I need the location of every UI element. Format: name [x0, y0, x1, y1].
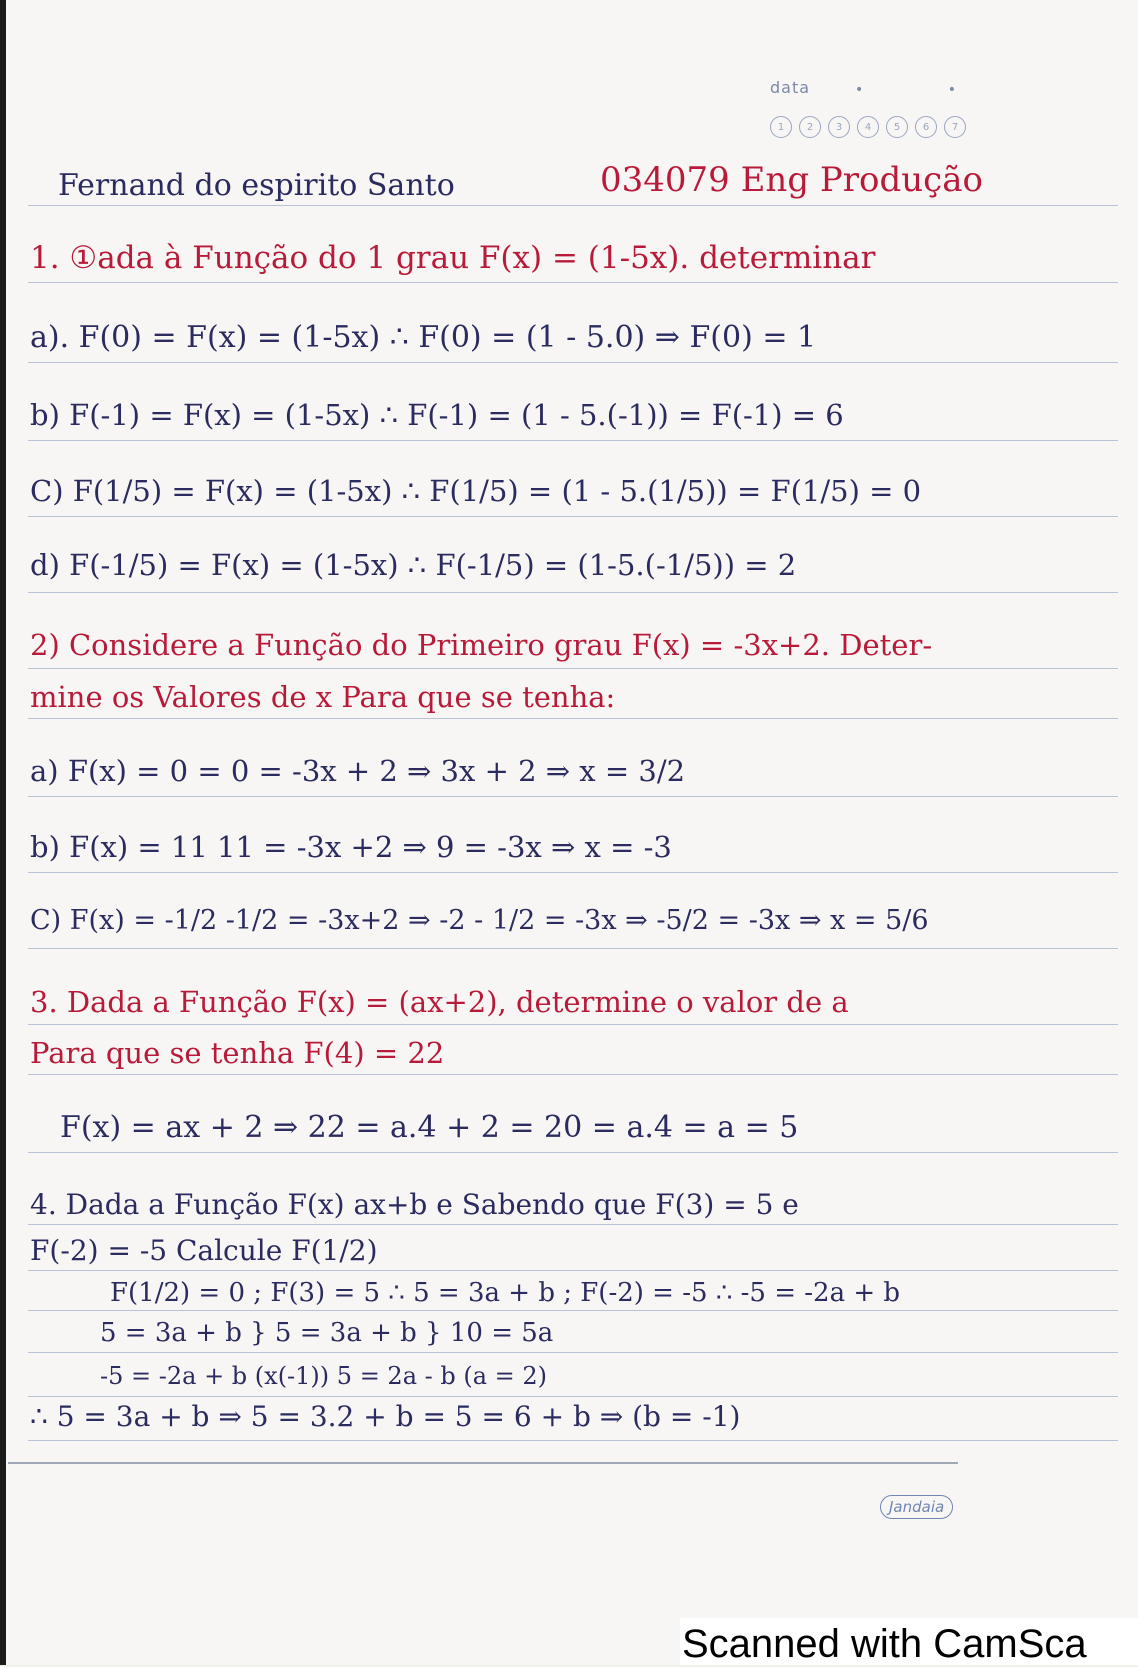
ruled-line: [28, 516, 1118, 517]
answer-4-line1: F(1/2) = 0 ; F(3) = 5 ∴ 5 = 3a + b ; F(-2) = -5 ∴ -5 = -2a + b: [110, 1278, 901, 1308]
ruled-line: [28, 592, 1118, 593]
ruled-line: [28, 282, 1118, 283]
answer-1d: d) F(-1/5) = F(x) = (1-5x) ∴ F(-1/5) = (1-5.(-1/5)) = 2: [30, 548, 797, 582]
ruled-line: [28, 1440, 1118, 1441]
ruled-line: [28, 1224, 1118, 1225]
weekday-circle: 5: [886, 116, 908, 138]
question-1-statement: [30, 240, 875, 276]
weekday-circle: 2: [799, 116, 821, 138]
ruled-line: [28, 796, 1118, 797]
bottom-margin-line: [8, 1462, 958, 1464]
student-name: Fernand do espirito Santo: [58, 168, 455, 203]
ruled-line: [28, 205, 1118, 206]
date-label: data: [770, 78, 811, 97]
weekday-circles: [770, 116, 966, 138]
question-3-statement-line2: Para que se tenha F(4) = 22: [30, 1036, 445, 1070]
answer-1c: C) F(1/5) = F(x) = (1-5x) ∴ F(1/5) = (1 - 5.(1/5)) = F(1/5) = 0: [30, 474, 922, 508]
answer-2a: a) F(x) = 0 = 0 = -3x + 2 ⇒ 3x + 2 ⇒ x = 3/2: [30, 754, 686, 788]
notebook-brand-logo: Jandaia: [880, 1495, 953, 1519]
date-dots: • •: [855, 82, 996, 98]
ruled-line: [28, 1270, 1118, 1271]
answer-4-line3: -5 = -2a + b (x(-1)) 5 = 2a - b (a = 2): [100, 1362, 548, 1390]
answer-2c: C) F(x) = -1/2 -1/2 = -3x+2 ⇒ -2 - 1/2 = -3x ⇒ -5/2 = -3x ⇒ x = 5/6: [30, 905, 929, 936]
answer-2b: b) F(x) = 11 11 = -3x +2 ⇒ 9 = -3x ⇒ x = -3: [30, 830, 672, 864]
student-number-text: 034079 Eng Produção: [600, 160, 983, 200]
ruled-line: [28, 948, 1118, 949]
question-1-text: 1. ①ada à Função do 1 grau F(x) = (1-5x). determinar: [30, 240, 876, 276]
ruled-line: [28, 362, 1118, 363]
weekday-circle: 3: [828, 116, 850, 138]
question-2-statement-line2: mine os Valores de x Para que se tenha:: [30, 680, 616, 714]
ruled-line: [28, 1024, 1118, 1025]
ruled-line: [28, 1074, 1118, 1075]
weekday-circle: 6: [915, 116, 937, 138]
ruled-line: [28, 1352, 1118, 1353]
question-4-statement-line1: 4. Dada a Função F(x) ax+b e Sabendo que F(3) = 5 e: [30, 1188, 799, 1221]
question-4-statement-line2: F(-2) = -5 Calcule F(1/2): [30, 1234, 378, 1267]
weekday-circle: 7: [944, 116, 966, 138]
answer-4-line4: ∴ 5 = 3a + b ⇒ 5 = 3.2 + b = 5 = 6 + b ⇒ (b = -1): [30, 1400, 741, 1433]
answer-1b: b) F(-1) = F(x) = (1-5x) ∴ F(-1) = (1 - 5.(-1)) = F(-1) = 6: [30, 398, 844, 432]
ruled-line: [28, 1396, 1118, 1397]
weekday-circle: 4: [857, 116, 879, 138]
page-edge: [0, 0, 6, 1665]
ruled-line: [28, 1310, 1118, 1311]
scanner-watermark-text: Scanned with CamSca: [682, 1622, 1087, 1666]
student-number-program: [600, 160, 983, 200]
ruled-line: [28, 668, 1118, 669]
header-date-box: [770, 78, 1010, 148]
ruled-line: [28, 440, 1118, 441]
answer-4-line2: 5 = 3a + b } 5 = 3a + b } 10 = 5a: [100, 1318, 554, 1348]
question-3-statement-line1: 3. Dada a Função F(x) = (ax+2), determine o valor de a: [30, 985, 849, 1019]
answer-3: F(x) = ax + 2 ⇒ 22 = a.4 + 2 = 20 = a.4 = a = 5: [60, 1110, 799, 1145]
answer-1a: a). F(0) = F(x) = (1-5x) ∴ F(0) = (1 - 5.0) ⇒ F(0) = 1: [30, 320, 817, 355]
ruled-line: [28, 872, 1118, 873]
ruled-line: [28, 1152, 1118, 1153]
question-2-statement-line1: 2) Considere a Função do Primeiro grau F(x) = -3x+2. Deter-: [30, 628, 933, 662]
ruled-line: [28, 718, 1118, 719]
weekday-circle: 1: [770, 116, 792, 138]
